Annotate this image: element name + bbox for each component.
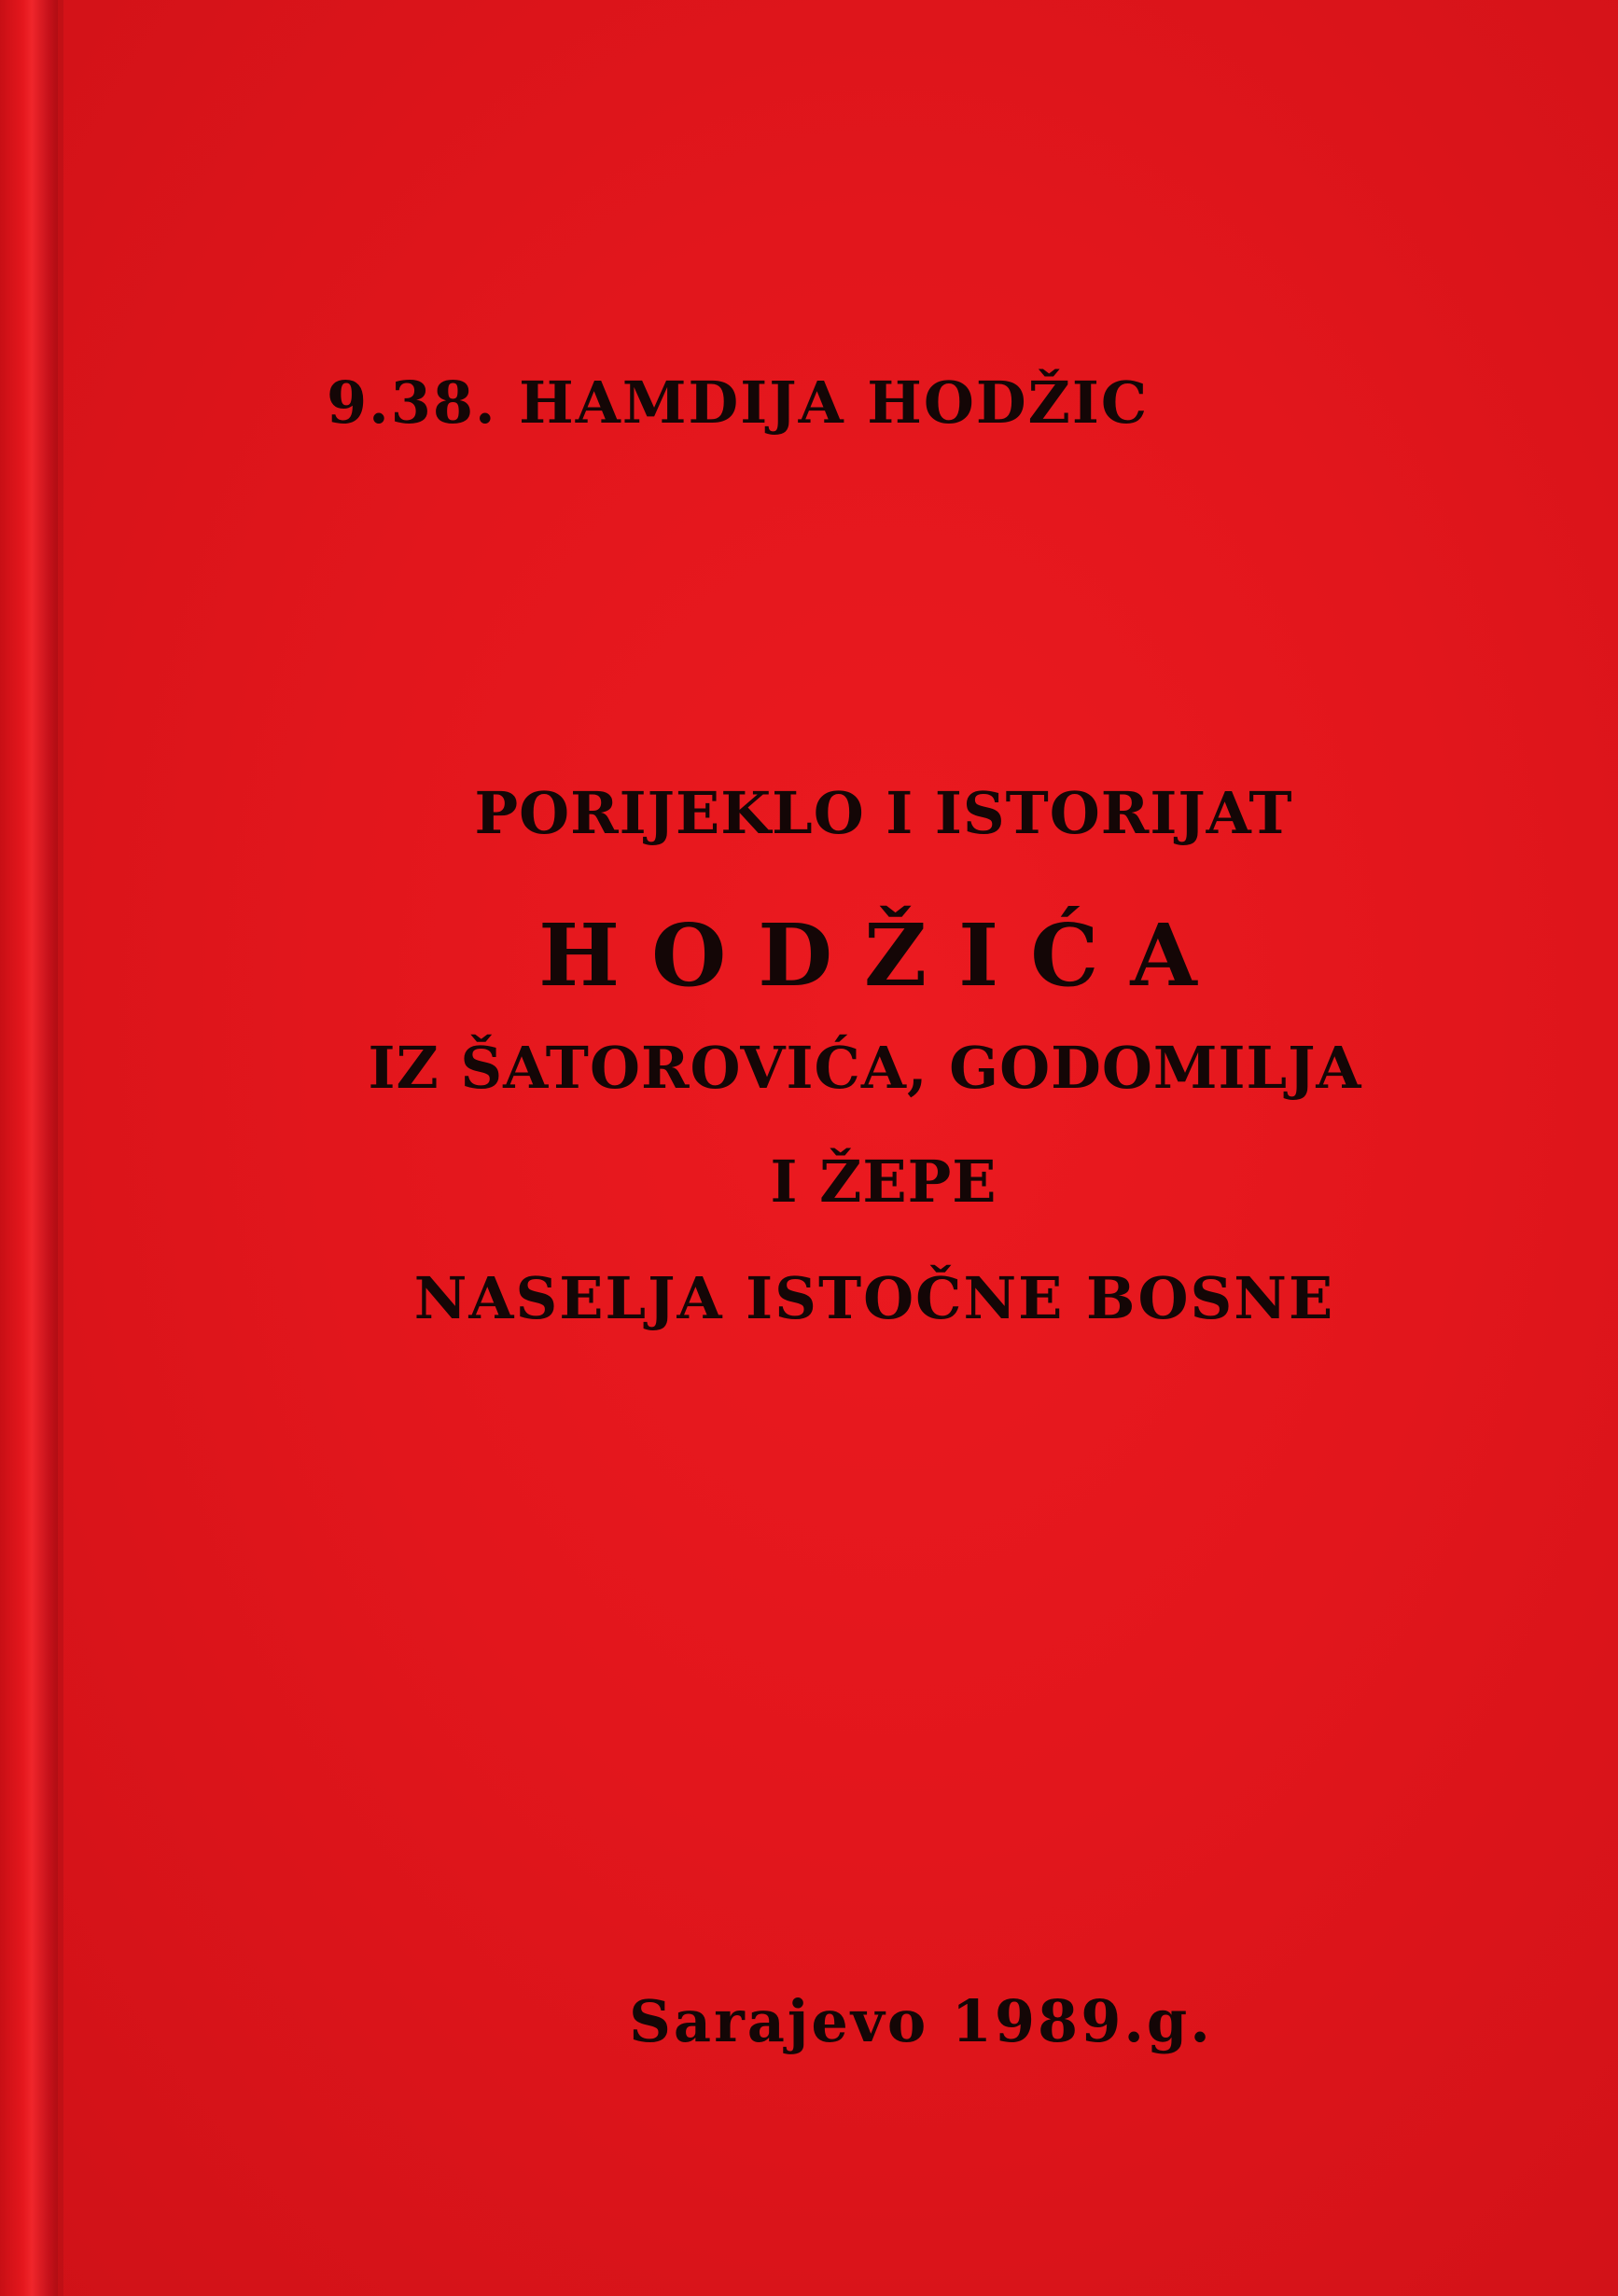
title-line-4: I ŽEPE bbox=[770, 1148, 997, 1216]
title-family-name: HODŽIĆA bbox=[538, 905, 1229, 1006]
book-spine bbox=[0, 0, 58, 2296]
title-line-3: IZ ŠATOROVIĆA, GODOMILJA bbox=[368, 1034, 1362, 1102]
title-line-1: PORIJEKLO I ISTORIJAT bbox=[474, 779, 1293, 847]
spine-edge bbox=[58, 0, 63, 2296]
title-line-5: NASELJA ISTOČNE BOSNE bbox=[413, 1264, 1335, 1332]
author-line: 9.38. HAMDIJA HODŽIC bbox=[327, 369, 1150, 437]
publication-place-year: Sarajevo 1989.g. bbox=[629, 1987, 1213, 2055]
